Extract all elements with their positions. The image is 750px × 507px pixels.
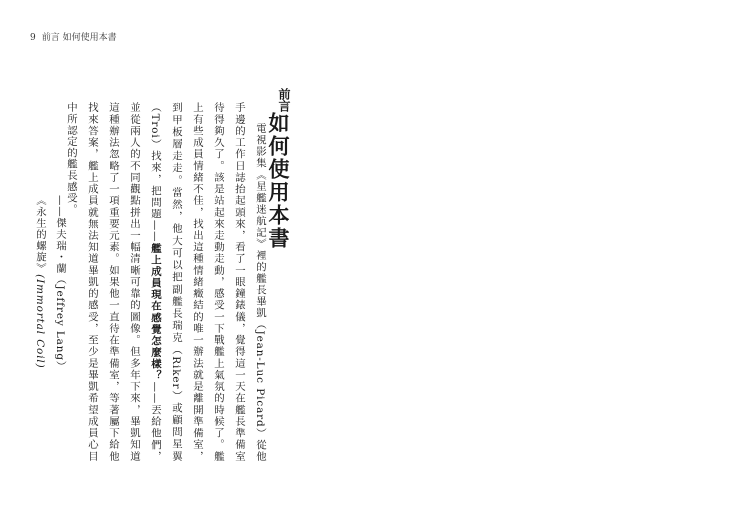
attribution-book-english: (Immortal Coil): [34, 274, 46, 369]
epigraph-paragraph: [60, 102, 270, 462]
epigraph-part-2: ——丟給他們，並從兩人的不同觀點拼出一幅清晰可靠的圖像。但多年下來，畢凱知道這種辦法忽略了一項重要元素。如果他一直待在準備室，等著屬下給他找來答案，艦上成員就無法知道畢凱的感受，至少是畢凱希望成員心目中所認定的艦長感受。: [65, 102, 161, 462]
running-header: [30, 30, 117, 43]
attribution-author: ——傑夫瑞・蘭（Jeffrey Lang）: [54, 195, 66, 373]
epigraph-bold-question: 艦上成員現在感覺怎麼樣？: [149, 242, 161, 382]
page-number: 9: [30, 33, 36, 43]
epigraph-part-1: 電視影集《星艦迷航記》裡的艦長畢凱（Jean-Luc Picard）從他手邊的工作日誌抬起頭來，看了一眼鐘錶儀，覺得這一天在艦長準備室待得夠久了。該是站起來走動走動，感受一下戰艦上氣氛的時候了。艦上有些成員情緒不佳，找出這種情緒癥結的唯一辦法就是離開準備室，到甲板層走走。當然，他大可以把副艦長瑞克（Riker）或顧問星翼（Troi）找來，把問題——: [149, 102, 266, 462]
epigraph-attribution: [30, 195, 70, 465]
chapter-title: 如何使用本書: [266, 112, 290, 250]
running-title: 前言 如何使用本書: [41, 33, 117, 43]
attribution-book: [30, 195, 50, 465]
attribution-book-title: 《永生的螺旋》: [34, 195, 46, 275]
chapter-label: 前言: [277, 88, 291, 112]
epigraph-text: [60, 102, 270, 462]
